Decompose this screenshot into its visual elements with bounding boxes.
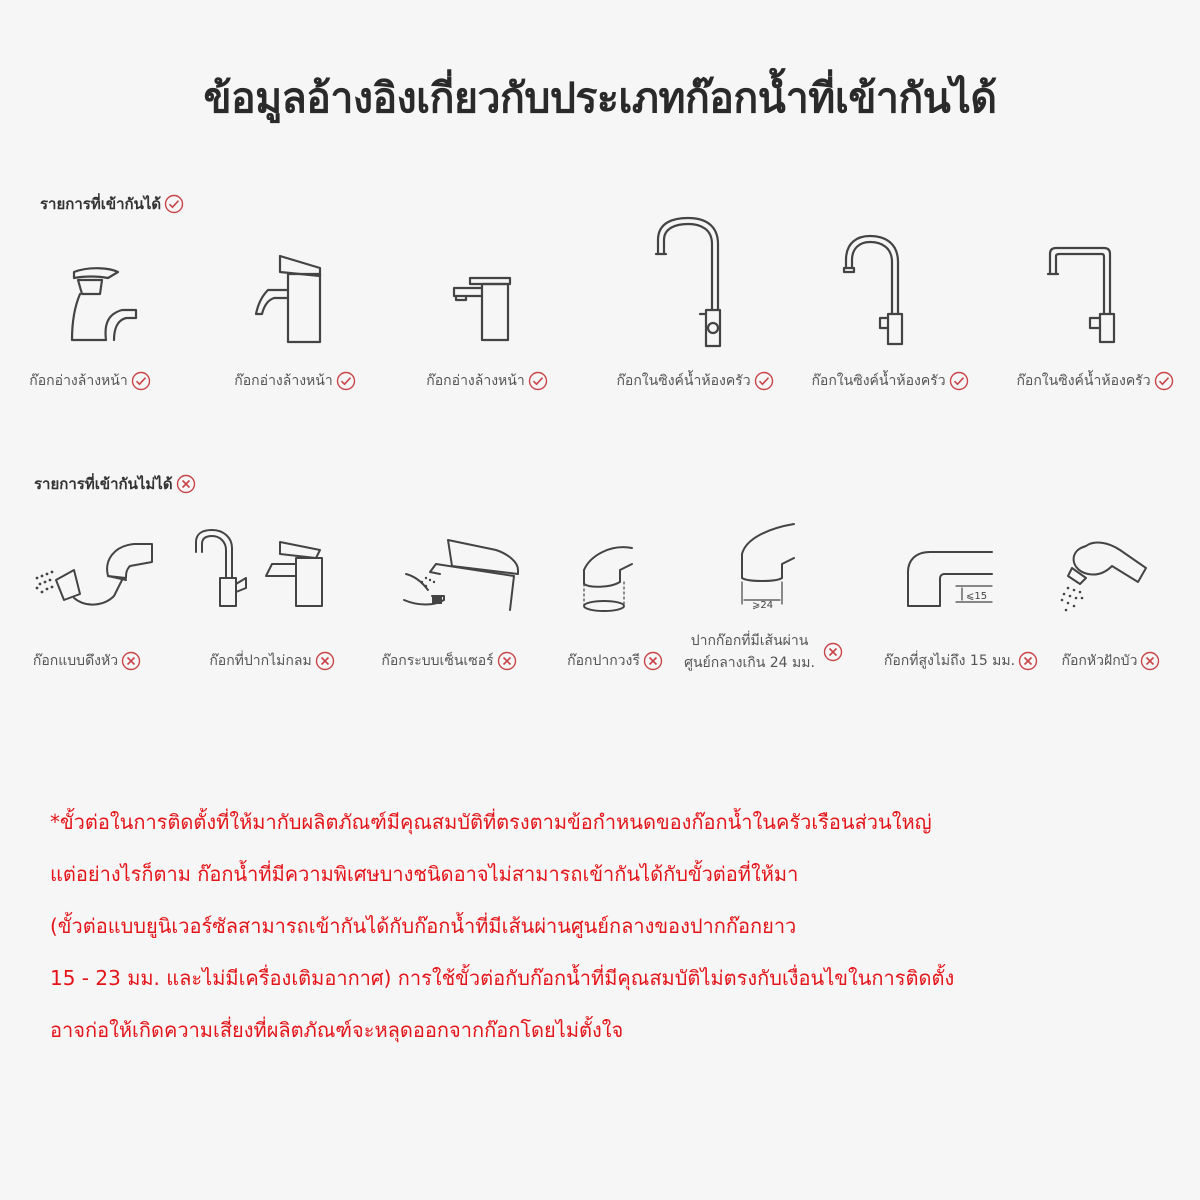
caption-text: ก๊อกในซิงค์น้ำห้องครัว <box>1016 373 1151 389</box>
caption-text: ก๊อกในซิงค์น้ำห้องครัว <box>811 373 946 389</box>
check-badge-icon <box>131 371 151 391</box>
note-line-4: 15 - 23 มม. และไม่มีเครื่องเติมอากาศ) การใช้ขั้วต่อกับก๊อกน้ำที่มีคุณสมบัติไม่ตรงกับเงื่อนไขในการติดตั้ง <box>50 966 955 990</box>
compatible-section-label <box>40 192 184 216</box>
caption-text: ก๊อกอ่างล้างหน้า <box>234 373 333 389</box>
tall-lever-faucet-icon <box>248 250 332 346</box>
check-badge-icon <box>1154 371 1174 391</box>
wide-spout-faucet-icon <box>736 520 798 610</box>
compatible-caption-1 <box>0 370 185 392</box>
non-round-spout-faucet-icon <box>192 528 332 610</box>
incompatible-caption-7 <box>1016 650 1200 672</box>
short-spout-dimension-label: ⩽15 <box>966 591 988 602</box>
square-basin-faucet-icon <box>448 272 520 344</box>
caption-text: ก๊อกระบบเซ็นเซอร์ <box>381 653 494 669</box>
caption-text: ก๊อกในซิงค์น้ำห้องครัว <box>616 373 751 389</box>
incompatible-caption-2 <box>177 650 367 672</box>
caption-text: ก๊อกปากวงรี <box>567 653 640 669</box>
check-badge-icon <box>528 371 548 391</box>
caption-text: ก๊อกแบบดึงหัว <box>32 653 119 669</box>
incompatible-caption-1 <box>0 650 182 672</box>
incompatible-caption-3 <box>354 650 544 672</box>
compatible-caption-5 <box>795 370 985 392</box>
caption-text: ก๊อกที่สูงไม่ถึง 15 มม. <box>883 653 1016 669</box>
gooseneck-faucet-icon <box>650 214 726 348</box>
note-line-5: อาจก่อให้เกิดความเสี่ยงที่ผลิตภัณฑ์จะหลุดออกจากก๊อกโดยไม่ตั้งใจ <box>50 1018 624 1042</box>
compatible-caption-3 <box>392 370 582 392</box>
caption-text: ก๊อกที่ปากไม่กลม <box>209 653 312 669</box>
caption-text: ก๊อกอ่างล้างหน้า <box>426 373 525 389</box>
oval-spout-faucet-icon <box>580 542 636 614</box>
check-badge-icon <box>336 371 356 391</box>
cross-badge-icon <box>176 474 196 494</box>
incompatible-caption-5 <box>666 630 856 674</box>
sensor-faucet-icon <box>400 536 522 612</box>
check-badge-icon <box>754 371 774 391</box>
incompatible-label-text: รายการที่เข้ากันไม่ได้ <box>34 475 173 493</box>
cross-badge-icon <box>823 642 843 662</box>
caption-text: ก๊อกหัวฝักบัว <box>1061 653 1138 669</box>
compatible-caption-6 <box>1000 370 1190 392</box>
caption-text: ปากก๊อกที่มีเส้นผ่านศูนย์กลางเกิน 24 มม. <box>684 633 815 671</box>
compatibility-note <box>50 796 1160 1056</box>
compatible-caption-2 <box>200 370 390 392</box>
note-line-3: (ขั้วต่อแบบยูนิเวอร์ซัลสามารถเข้ากันได้กับก๊อกน้ำที่มีเส้นผ่านศูนย์กลางของปากก๊อกยาว <box>50 914 797 938</box>
short-spout-faucet-icon <box>906 546 996 610</box>
wide-spout-dimension-label: ⩾24 <box>752 600 774 610</box>
compatible-label-text: รายการที่เข้ากันได้ <box>40 195 162 213</box>
kitchen-faucet-icon <box>840 232 910 346</box>
cross-badge-icon <box>1140 651 1160 671</box>
square-kitchen-faucet-icon <box>1046 244 1118 344</box>
cross-badge-icon <box>497 651 517 671</box>
page-title: ข้อมูลอ้างอิงเกี่ยวกับประเภทก๊อกน้ำที่เข้ากันได้ <box>203 74 997 122</box>
compatible-caption-4 <box>600 370 790 392</box>
lever-faucet-icon <box>60 262 150 347</box>
cross-badge-icon <box>643 651 663 671</box>
pull-out-faucet-icon <box>34 540 158 610</box>
cross-badge-icon <box>121 651 141 671</box>
caption-text: ก๊อกอ่างล้างหน้า <box>29 373 128 389</box>
note-line-2: แต่อย่างไรก็ตาม ก๊อกน้ำที่มีความพิเศษบางชนิดอาจไม่สามารถเข้ากันได้กับขั้วต่อที่ให้มา <box>50 862 799 886</box>
note-line-1: *ขั้วต่อในการติดตั้งที่ให้มากับผลิตภัณฑ์มีคุณสมบัติที่ตรงตามข้อกำหนดของก๊อกน้ำในครัวเรือนส่วนใหญ่ <box>50 810 932 834</box>
check-badge-icon <box>164 194 184 214</box>
shower-head-faucet-icon <box>1058 538 1152 616</box>
cross-badge-icon <box>315 651 335 671</box>
incompatible-section-label <box>34 472 196 496</box>
check-badge-icon <box>949 371 969 391</box>
